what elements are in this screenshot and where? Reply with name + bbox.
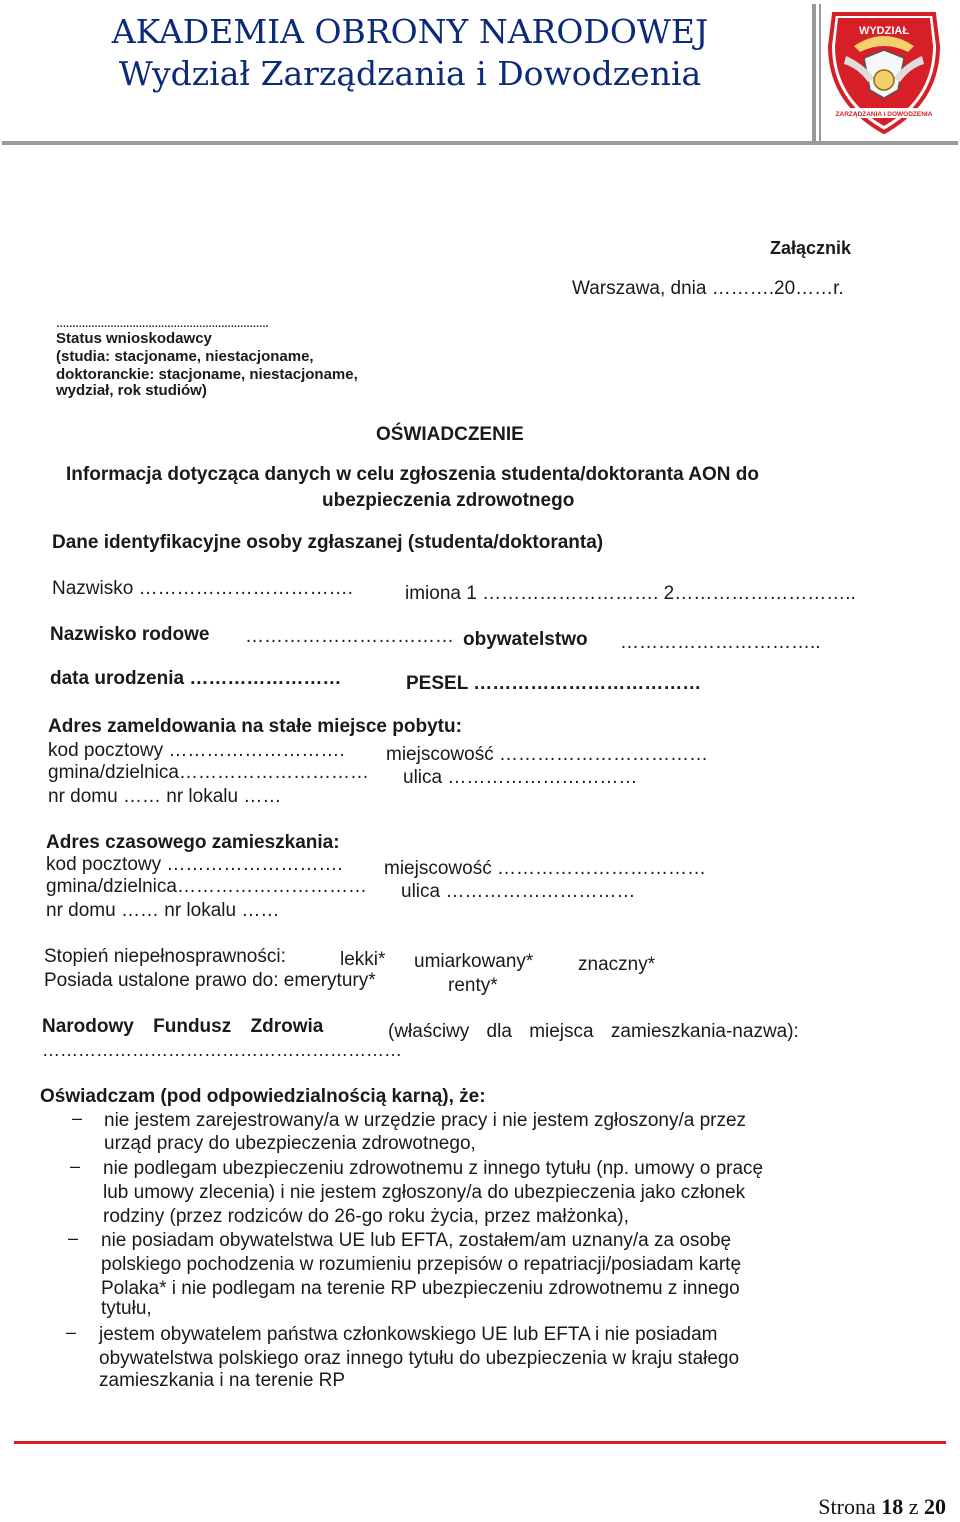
disability-significant: znaczny* bbox=[578, 954, 656, 975]
form-title: OŚWIADCZENIE bbox=[376, 424, 524, 445]
pension-label: Posiada ustalone prawo do: emerytury* bbox=[44, 970, 376, 991]
header-rule bbox=[2, 141, 958, 145]
form-subtitle-1: Informacja dotycząca danych w celu zgłoszenia studenta/doktoranta AON do bbox=[66, 464, 759, 485]
header-divider-1 bbox=[812, 4, 816, 142]
bullet-dash-2: – bbox=[70, 1156, 81, 1176]
disability-moderate: umiarkowany* bbox=[414, 951, 534, 972]
bullet-dash-4: – bbox=[66, 1322, 77, 1342]
permanent-commune: gmina/dzielnica………………………… bbox=[48, 762, 369, 783]
page-separator: z bbox=[908, 1494, 919, 1519]
permanent-address-heading: Adres zameldowania na stałe miejsce pobytu: bbox=[48, 716, 462, 737]
footer-rule bbox=[14, 1441, 946, 1444]
permanent-city: miejscowość …………………………… bbox=[386, 744, 708, 765]
bullet-3-line-2: polskiego pochodzenia w rozumieniu przepisów o repatriacji/posiadam kartę bbox=[101, 1254, 742, 1275]
declaration-heading: Oświadczam (pod odpowiedzialnością karną), że: bbox=[40, 1086, 486, 1107]
temporary-house: nr domu …… nr lokalu …… bbox=[46, 900, 280, 921]
attachment-label: Załącznik bbox=[770, 238, 852, 258]
permanent-house: nr domu …… nr lokalu …… bbox=[48, 786, 282, 807]
bullet-2-line-2: lub umowy zlecenia) i nie jestem zgłoszony/a do ubezpieczenia jako członek bbox=[103, 1182, 746, 1203]
status-dots: ................................................................... bbox=[56, 314, 269, 331]
bullet-3-line-1: nie posiadam obywatelstwa UE lub EFTA, zostałem/am uznany/a za osobę bbox=[101, 1230, 732, 1251]
surname-field: Nazwisko ……………………………. bbox=[52, 578, 353, 599]
status-line-3: doktoranckie: stacjoname, niestacjoname, bbox=[56, 366, 358, 383]
svg-text:ZARZĄDZANIA I DOWODZENIA: ZARZĄDZANIA I DOWODZENIA bbox=[835, 111, 933, 118]
bullet-3-line-4: tytułu, bbox=[101, 1298, 152, 1319]
bullet-dash-3: – bbox=[68, 1228, 79, 1248]
bullet-4-line-2: obywatelstwa polskiego oraz innego tytułu do ubezpieczenia w kraju stałego bbox=[99, 1348, 740, 1369]
svg-text:WYDZIAŁ: WYDZIAŁ bbox=[858, 25, 910, 37]
status-line-2: (studia: stacjoname, niestacjoname, bbox=[56, 348, 314, 365]
permanent-street: ulica ………………………… bbox=[403, 767, 638, 788]
bullet-1-line-1: nie jestem zarejestrowany/a w urzędzie pracy i nie jestem zgłoszony/a przez bbox=[104, 1110, 747, 1131]
temporary-city: miejscowość …………………………… bbox=[384, 858, 706, 879]
nfz-dots: …………………………………………………… bbox=[42, 1040, 402, 1060]
faculty-name: Wydział Zarządzania i Dowodzenia bbox=[118, 54, 702, 93]
date-line: Warszawa, dnia ……….20……r. bbox=[572, 278, 844, 299]
temporary-address-heading: Adres czasowego zamieszkania: bbox=[46, 832, 340, 853]
status-line-1: Status wnioskodawcy bbox=[56, 330, 212, 347]
bullet-2-line-3: rodziny (przez rodziców do 26-go roku życia, przez małżonka), bbox=[103, 1206, 629, 1227]
form-subtitle-2: ubezpieczenia zdrowotnego bbox=[322, 490, 575, 511]
family-name-label: Nazwisko rodowe bbox=[50, 624, 210, 645]
bullet-dash-1: – bbox=[72, 1108, 83, 1128]
citizenship-label: obywatelstwo bbox=[463, 629, 588, 650]
disability-label: Stopień niepełnosprawności: bbox=[44, 946, 286, 967]
bullet-3-line-3: Polaka* i nie podlegam na terenie RP ubezpieczeniu zdrowotnemu z innego bbox=[101, 1278, 740, 1299]
temporary-commune: gmina/dzielnica………………………… bbox=[46, 876, 367, 897]
nfz-label: Narodowy Fundusz Zdrowia bbox=[42, 1016, 324, 1037]
page-number bbox=[818, 1494, 946, 1520]
disability-light: lekki* bbox=[340, 949, 386, 970]
status-line-4: wydział, rok studiów) bbox=[56, 382, 207, 399]
bullet-4-line-3: zamieszkania i na terenie RP bbox=[99, 1370, 346, 1391]
names-field: imiona 1 ………………………. 2……………………….. bbox=[405, 583, 856, 604]
page-prefix: Strona bbox=[818, 1494, 876, 1519]
identity-heading: Dane identyfikacyjne osoby zgłaszanej (studenta/doktoranta) bbox=[52, 532, 604, 553]
birth-date-field: data urodzenia …………………… bbox=[50, 668, 342, 689]
institution-name: AKADEMIA OBRONY NARODOWEJ bbox=[111, 12, 709, 51]
temporary-postcode: kod pocztowy ………………………. bbox=[46, 854, 343, 875]
family-name-dots: …………………………… bbox=[245, 626, 454, 647]
bullet-4-line-1: jestem obywatelem państwa członkowskiego UE lub EFTA i nie posiadam bbox=[99, 1324, 718, 1345]
bullet-1-line-2: urząd pracy do ubezpieczenia zdrowotnego, bbox=[104, 1133, 476, 1154]
permanent-postcode: kod pocztowy ………………………. bbox=[48, 740, 345, 761]
pension-renta: renty* bbox=[448, 975, 498, 996]
citizenship-dots: ………………………….. bbox=[620, 632, 821, 653]
faculty-logo bbox=[824, 6, 944, 138]
pesel-field: PESEL ……………………………… bbox=[406, 673, 702, 694]
total-pages: 20 bbox=[924, 1494, 946, 1519]
nfz-rest: (właściwy dla miejsca zamieszkania-nazwa): bbox=[388, 1021, 799, 1042]
temporary-street: ulica ………………………… bbox=[401, 881, 636, 902]
bullet-2-line-1: nie podlegam ubezpieczeniu zdrowotnemu z innego tytułu (np. umowy o pracę bbox=[103, 1158, 764, 1179]
current-page: 18 bbox=[881, 1494, 904, 1519]
header-divider-2 bbox=[819, 4, 821, 142]
